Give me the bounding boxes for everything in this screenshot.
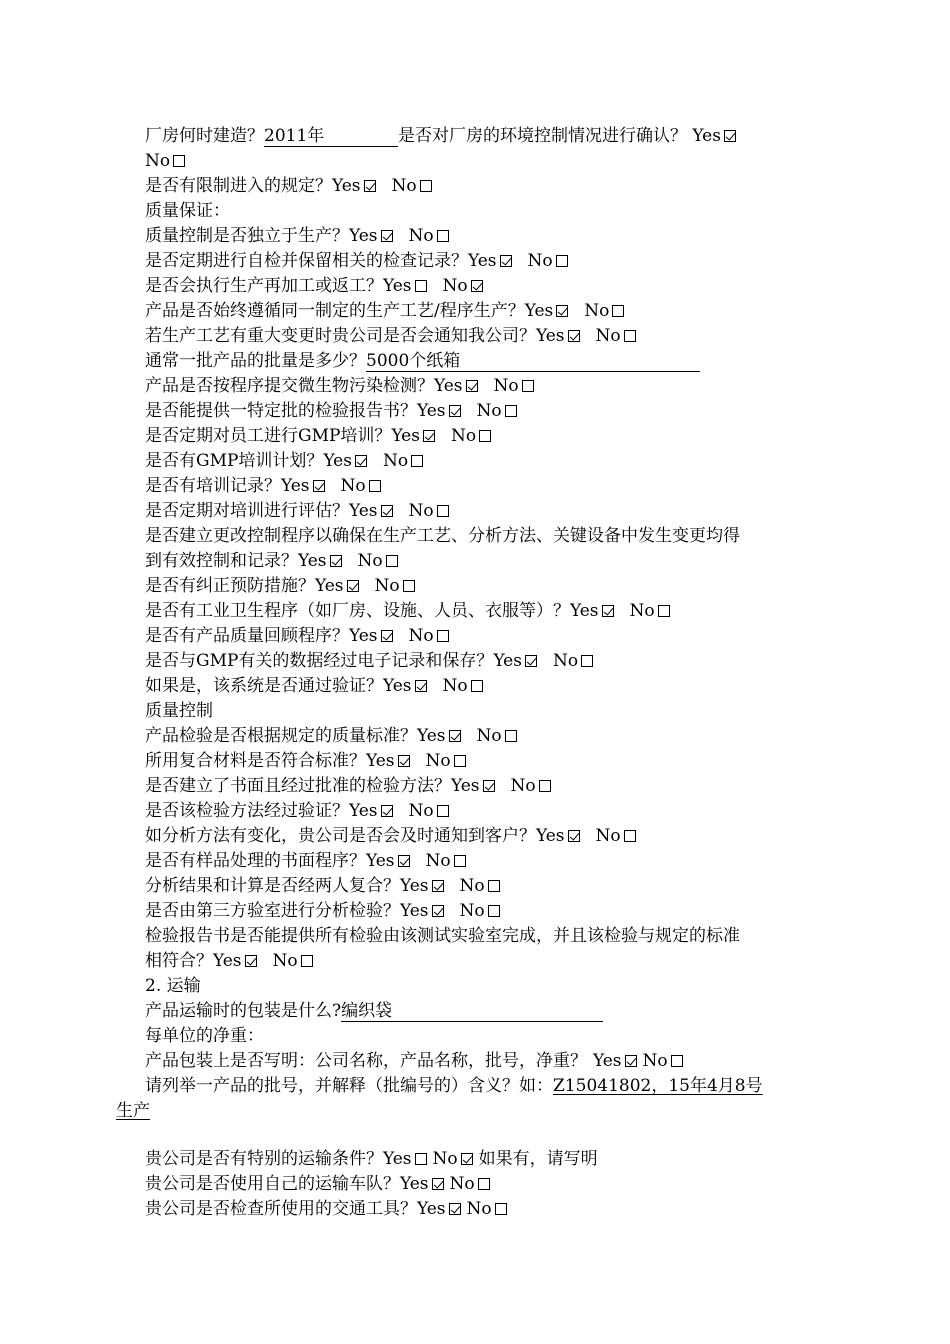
transport-heading: 2. 运输 [145,976,201,996]
question-text: 是否会执行生产再加工或返工？ [145,276,383,296]
question-text: 是否有纠正预防措施？ [145,576,315,596]
yes-checkbox-checked[interactable] [432,1178,444,1190]
no-label: No [425,851,451,871]
yes-checkbox-checked[interactable] [423,430,435,442]
row-qc-cert-2 [145,950,313,972]
no-label: No [357,551,383,571]
question-text: 是否定期对培训进行评估？ [145,501,349,521]
no-checkbox[interactable] [173,155,185,167]
no-label: No [442,676,468,696]
no-label: No [442,276,468,296]
yes-checkbox-checked[interactable] [432,880,444,892]
no-label: No [408,801,434,821]
question-text: 是否定期对员工进行GMP培训？ [145,426,392,446]
question-text: 是否有GMP培训计划？ [145,451,324,471]
question-text: 所用复合材料是否符合标准？ [145,751,366,771]
row-qc-third [145,900,500,922]
yes-label: Yes [451,776,480,796]
yes-checkbox-checked[interactable] [449,405,461,417]
question-text: 产品包装上是否写明：公司名称，产品名称，批号，净重？ [145,1051,587,1071]
yes-checkbox-checked[interactable] [355,455,367,467]
question-text: 分析结果和计算是否经两人复合？ [145,876,400,896]
yes-checkbox-checked[interactable] [500,255,512,267]
question-text: 是否能提供一特定批的检验报告书？ [145,401,417,421]
yes-checkbox-checked[interactable] [483,780,495,792]
no-label: No [584,301,610,321]
question-text: 如分析方法有变化，贵公司是否会及时通知到客户？ [145,826,536,846]
row-capa [145,575,415,597]
yes-checkbox-checked[interactable] [381,805,393,817]
no-checkbox[interactable] [522,380,534,392]
question-text: 贵公司是否检查所使用的交通工具？ [145,1199,417,1219]
no-label: No [408,626,434,646]
no-checkbox[interactable] [471,680,483,692]
row-gmp-plan [145,450,423,472]
row-rework [145,275,483,297]
question-text: 若生产工艺有重大变更时贵公司是否会通知我公司？ [145,326,536,346]
yes-label: Yes [349,626,378,646]
yes-label: Yes [692,126,721,146]
no-label: No [459,876,485,896]
yes-checkbox-checked[interactable] [432,905,444,917]
no-checkbox-checked[interactable] [471,280,483,292]
yes-label: Yes [570,601,599,621]
yes-checkbox-checked[interactable] [602,605,614,617]
question-text: 是否有样品处理的书面程序？ [145,851,366,871]
question-text: 质量控制是否独立于生产？ [145,226,349,246]
question-text: 是否由第三方验室进行分析检验？ [145,901,400,921]
yes-checkbox-checked[interactable] [724,130,736,142]
question-text: 厂房何时建造？ [145,126,264,146]
yes-label: Yes [536,326,565,346]
yes-label: Yes [536,826,565,846]
row-factory-built [145,125,736,147]
no-label: No [432,1149,458,1169]
yes-checkbox-checked[interactable] [398,755,410,767]
yes-label: Yes [383,1149,412,1169]
no-checkbox[interactable] [386,555,398,567]
no-label: No [449,1174,475,1194]
row-qc-cert-1: 检验报告书是否能提供所有检验由该测试实验室完成，并且该检验与规定的标准 [145,926,740,946]
no-label: No [595,826,621,846]
yes-checkbox-checked[interactable] [347,580,359,592]
no-checkbox[interactable] [478,1178,490,1190]
question-text: 通常一批产品的批量是多少？ [145,351,366,371]
question-text: 是否建立了书面且经过批准的检验方法？ [145,776,451,796]
row-vehicle [145,1198,507,1220]
yes-checkbox[interactable] [415,280,427,292]
row-selfcheck [145,250,568,272]
no-checkbox[interactable] [505,730,517,742]
question-text: 是否该检验方法经过验证？ [145,801,349,821]
row-lot-1 [145,1075,763,1097]
question-text: 产品是否始终遵循同一制定的生产工艺/程序生产？ [145,301,525,321]
no-label: No [408,226,434,246]
row-qc-method [145,775,551,797]
no-checkbox[interactable] [495,1203,507,1215]
batch-size-field: 5000个纸箱 [366,351,700,372]
yes-label: Yes [493,651,522,671]
no-checkbox[interactable] [581,655,593,667]
yes-label: Yes [213,951,242,971]
question-text: 是否有培训记录？ [145,476,281,496]
no-label: No [629,601,655,621]
no-checkbox[interactable] [539,780,551,792]
yes-label: Yes [400,1174,429,1194]
yes-checkbox-checked[interactable] [398,855,410,867]
yes-label: Yes [383,676,412,696]
yes-label: Yes [366,851,395,871]
yes-label: Yes [524,301,554,321]
no-label: No [408,501,434,521]
no-checkbox[interactable] [658,605,670,617]
row-lot-2 [116,1100,150,1122]
no-checkbox[interactable] [437,230,449,242]
row-validated [145,675,483,697]
yes-label: Yes [434,376,463,396]
yes-label: Yes [315,576,344,596]
yes-checkbox-checked[interactable] [568,330,580,342]
question-text: 相符合？ [145,951,213,971]
row-change-control-2 [145,550,398,572]
yes-label: Yes [366,751,395,771]
yes-label: Yes [417,401,446,421]
built-year-field: 2011年 [264,126,398,147]
question-text: 贵公司是否有特别的运输条件？ [145,1149,383,1169]
question-text: 到有效控制和记录？ [145,551,298,571]
row-factory-env-no [145,150,185,172]
yes-label: Yes [383,276,412,296]
no-checkbox[interactable] [437,505,449,517]
row-process [145,300,624,322]
yes-checkbox-checked[interactable] [381,230,393,242]
yes-label: Yes [400,876,429,896]
no-label: No [450,426,477,446]
yes-label: Yes [349,501,378,521]
no-label: No [382,451,409,471]
yes-checkbox-checked[interactable] [364,180,376,192]
yes-checkbox-checked[interactable] [568,830,580,842]
question-text: 是否与GMP有关的数据经过电子记录和保存？ [145,651,494,671]
row-qc-sample [145,850,466,872]
no-checkbox[interactable] [488,905,500,917]
row-qc-double [145,875,500,897]
row-gmp-train [145,425,491,447]
yes-label: Yes [332,176,361,196]
row-train-record [145,475,381,497]
no-checkbox[interactable] [556,255,568,267]
question-text: 是否有产品质量回顾程序？ [145,626,349,646]
qc-heading: 质量控制 [145,701,213,721]
no-checkbox[interactable] [301,955,313,967]
row-train-eval [145,500,449,522]
no-checkbox[interactable] [437,805,449,817]
yes-label: Yes [417,726,446,746]
no-checkbox[interactable] [624,830,636,842]
yes-checkbox-checked[interactable] [381,630,393,642]
row-change-control-1: 是否建立更改控制程序以确保在生产工艺、分析方法、关键设备中发生变更均得 [145,526,740,546]
yes-checkbox-checked[interactable] [415,680,427,692]
row-electronic [145,650,593,672]
yes-checkbox-checked[interactable] [245,955,257,967]
no-label: No [527,251,553,271]
yes-checkbox-checked[interactable] [313,480,325,492]
no-checkbox[interactable] [420,180,432,192]
no-label: No [272,951,298,971]
no-label: No [145,151,171,171]
yes-label: Yes [298,551,327,571]
package-field: 编织袋 [341,1001,603,1022]
no-label: No [459,901,485,921]
yes-checkbox[interactable] [415,1153,427,1165]
no-label: No [476,401,502,421]
no-checkbox[interactable] [612,305,624,317]
row-qc-method-valid [145,800,449,822]
no-label: No [425,751,451,771]
no-label: No [510,776,536,796]
no-checkbox[interactable] [671,1055,683,1067]
yes-label: Yes [391,426,420,446]
no-checkbox[interactable] [403,580,415,592]
yes-checkbox-checked[interactable] [381,505,393,517]
no-label: No [552,651,579,671]
row-report [145,400,517,422]
no-label: No [340,476,366,496]
question-text: 产品运输时的包装是什么? [145,1001,342,1021]
row-package [145,1000,603,1022]
yes-checkbox-checked[interactable] [525,655,537,667]
yes-checkbox-checked[interactable] [625,1055,637,1067]
yes-checkbox-checked[interactable] [556,305,568,317]
row-qc-composite [145,750,466,772]
row-micro [145,375,534,397]
yes-checkbox-checked[interactable] [330,555,342,567]
no-label: No [595,326,621,346]
no-label: No [374,576,400,596]
yes-checkbox-checked[interactable] [466,380,478,392]
row-special [145,1148,598,1170]
no-checkbox[interactable] [505,405,517,417]
row-label [145,1050,683,1072]
yes-label: Yes [400,901,429,921]
yes-label: Yes [593,1051,622,1071]
no-label: No [476,726,502,746]
yes-checkbox-checked[interactable] [449,1203,461,1215]
question-text: 是否定期进行自检并保留相关的检查记录？ [145,251,468,271]
no-checkbox[interactable] [369,480,381,492]
no-label: No [466,1199,492,1219]
lot-example-text: Z15041802，15年4月8号 [553,1076,763,1096]
row-batch [145,350,700,372]
question-text: 是否有工业卫生程序（如厂房、设施、人员、衣服等）？ [145,601,570,621]
no-checkbox[interactable] [437,630,449,642]
no-label: No [642,1051,668,1071]
no-checkbox[interactable] [624,330,636,342]
no-label: No [493,376,519,396]
question-text: 是否有限制进入的规定？ [145,176,332,196]
special-note-text: 如果有，请写明 [478,1149,598,1169]
row-hygiene [145,600,670,622]
yes-label: Yes [281,476,310,496]
no-checkbox[interactable] [454,755,466,767]
yes-checkbox-checked[interactable] [449,730,461,742]
no-checkbox[interactable] [454,855,466,867]
question-text: 如果是，该系统是否通过验证？ [145,676,383,696]
qa-heading: 质量保证： [145,201,230,221]
row-restrict [145,175,432,197]
yes-label: Yes [323,451,352,471]
yes-label: Yes [349,226,378,246]
row-qc-standard [145,725,517,747]
question-text: 贵公司是否使用自己的运输车队？ [145,1174,400,1194]
row-independent [145,225,449,247]
row-fleet [145,1173,490,1195]
row-review [145,625,449,647]
question-text: 产品检验是否根据规定的质量标准？ [145,726,417,746]
no-checkbox[interactable] [479,430,491,442]
row-qc-method-change [145,825,636,847]
question-text: 是否对厂房的环境控制情况进行确认？ [398,126,687,146]
no-checkbox[interactable] [411,455,423,467]
lot-example-text: 生产 [116,1101,150,1121]
no-label: No [391,176,417,196]
yes-label: Yes [349,801,378,821]
yes-label: Yes [417,1199,446,1219]
row-notify [145,325,636,347]
no-checkbox-checked[interactable] [461,1153,473,1165]
no-checkbox[interactable] [488,880,500,892]
row-net-weight: 每单位的净重： [145,1026,264,1046]
question-text: 请列举一产品的批号，并解释（批编号的）含义？如： [145,1076,553,1096]
question-text: 产品是否按程序提交微生物污染检测？ [145,376,434,396]
yes-label: Yes [468,251,497,271]
